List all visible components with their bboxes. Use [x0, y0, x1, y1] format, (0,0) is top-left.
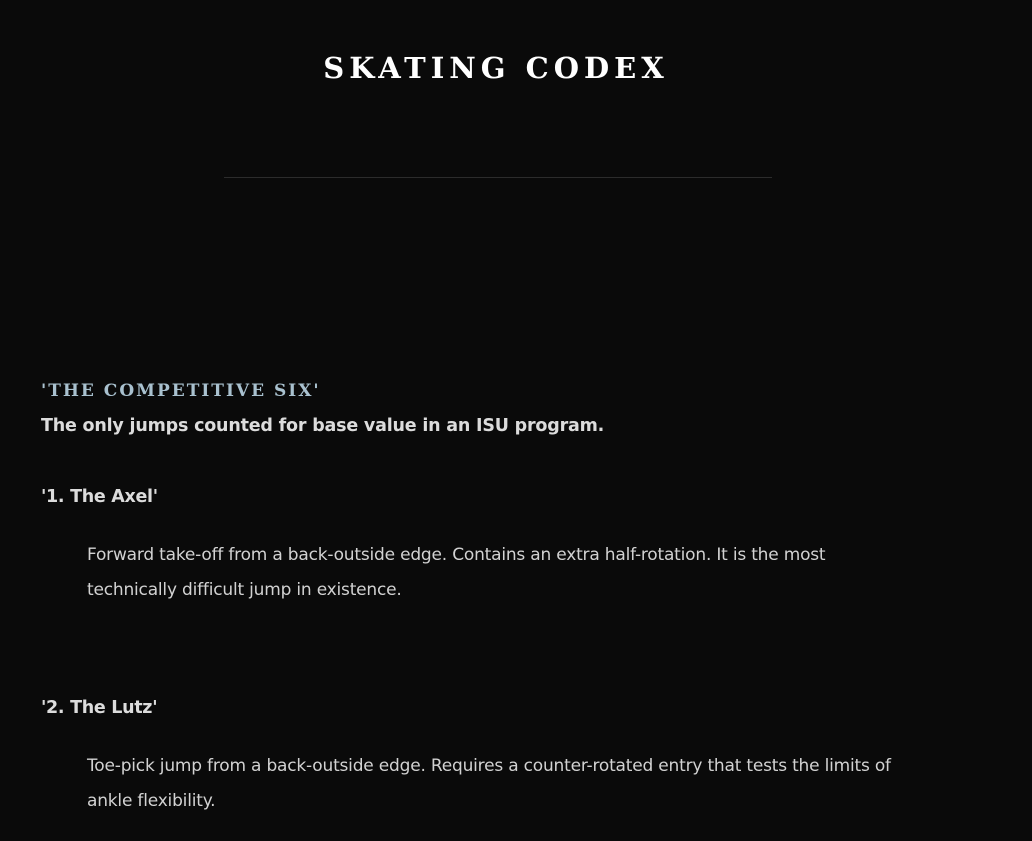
- entry-heading: '2. The Lutz': [41, 698, 158, 718]
- jump-entry-lutz: [41, 695, 941, 819]
- entry-description: Forward take-off from a back-outside edge. Contains an extra half-rotation. It is the most technically difficult jump in existence.: [87, 545, 826, 600]
- site-title: SKATING CODEX: [323, 51, 669, 85]
- section-subtitle: The only jumps counted for base value in an ISU program.: [41, 416, 605, 436]
- jump-entry-axel: [41, 484, 941, 608]
- entry-description: Toe-pick jump from a back-outside edge. Requires a counter-rotated entry that tests the limits of ankle flexibility.: [87, 756, 891, 811]
- section-intro: [41, 378, 941, 438]
- header-divider: [224, 177, 772, 178]
- section-eyebrow: 'THE COMPETITIVE SIX': [41, 381, 321, 401]
- entry-heading: '1. The Axel': [41, 487, 158, 507]
